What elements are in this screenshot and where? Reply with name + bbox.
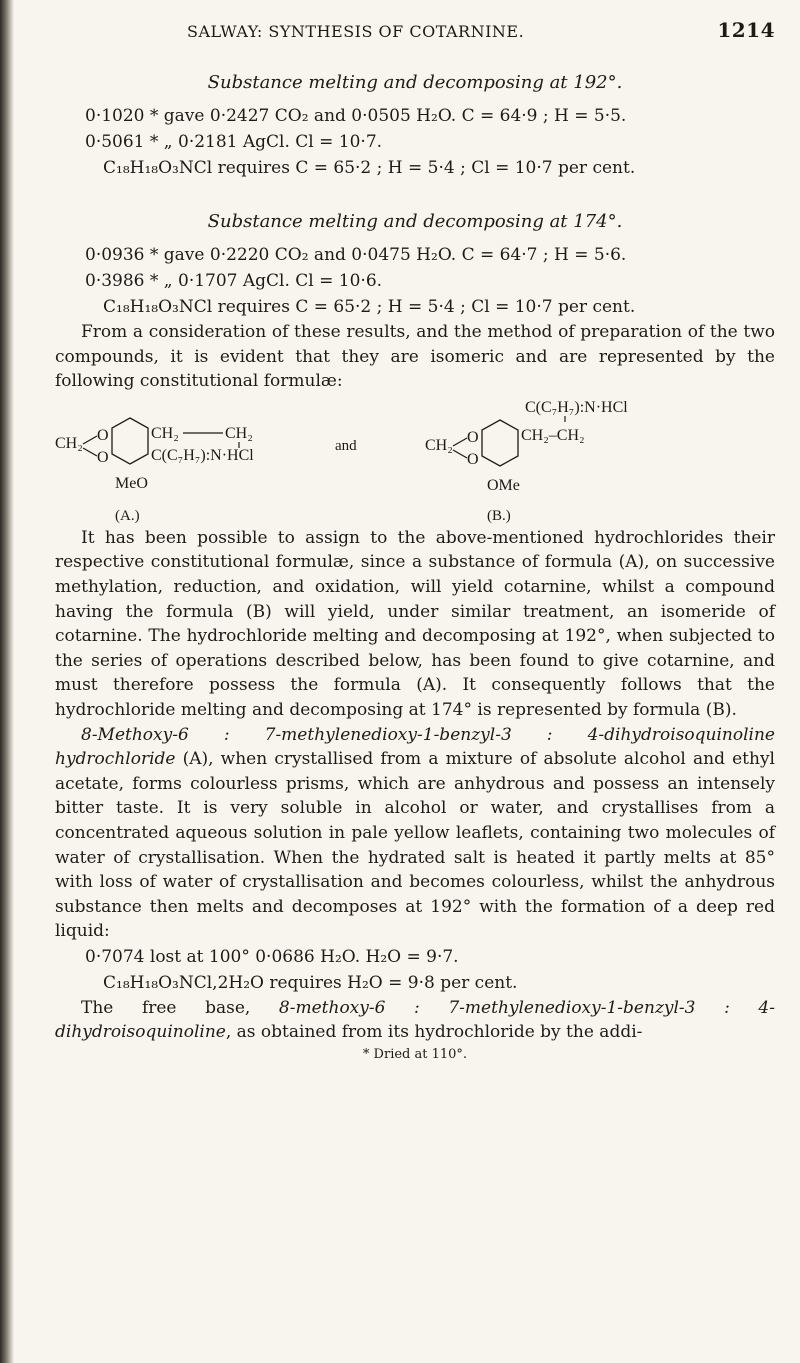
- analysis-line: C₁₈H₁₈O₃NCl requires C = 65·2 ; H = 5·4 ; Cl = 10·7 per cent.: [103, 158, 636, 178]
- formula-a-label: (A.): [115, 507, 140, 524]
- formula-b-o-top: O: [467, 428, 479, 446]
- paragraph-hydrochloride-text: (A), when crystallised from a mixture of absolute alcohol and ethyl acetate, forms colourless prisms, which are anhydrous and possess an intensely bitter taste. It is very soluble in alcohol or water, and crystallises from a concentrated aqueous solution in pale yellow leaflets, containing two molecules of water of crystallisation. When the hydrated salt is heated it partly melts at 85° with loss of water of crystallisation and becomes colourless, whilst the anhydrous substance then melts and decomposes at 192° with the formation of a deep red liquid:: [55, 749, 775, 942]
- bond: [83, 448, 97, 456]
- formula-a-bottom-group: C(C₇H₇):N·HCl: [151, 446, 254, 464]
- benzene-ring-a: [112, 418, 148, 464]
- analysis-line: 0·0936 * gave 0·2220 CO₂ and 0·0475 H₂O. C = 64·7 ; H = 5·6.: [85, 245, 627, 265]
- paragraph-hydrochloride: [55, 723, 775, 944]
- formula-a-ch2-right: CH₂: [225, 424, 253, 442]
- footnote: * Dried at 110°.: [362, 1047, 468, 1063]
- analysis-line: C₁₈H₁₈O₃NCl,2H₂O requires H₂O = 9·8 per cent.: [103, 972, 518, 993]
- benzene-ring-b: [482, 420, 518, 466]
- paragraph-isomeric-text: From a consideration of these results, and the method of preparation of the two compounds, it is evident that they are isomeric and are represented by the following constitutional formulæ:: [55, 322, 775, 392]
- formula-a-left-group: CH₂: [55, 434, 83, 452]
- bond: [453, 450, 467, 458]
- structural-formulae: [55, 396, 775, 526]
- running-header: [55, 18, 775, 52]
- free-base-name: 8-methoxy-6 : 7-methylenedioxy-1-benzyl-3 : 4-dihydroisoquinoline: [55, 997, 775, 1043]
- formula-b-o-bottom: O: [467, 450, 479, 468]
- formulae-diagram: [55, 396, 775, 526]
- paragraph-isomeric: [55, 320, 775, 394]
- section1-heading: Substance melting and decomposing at 192°.: [207, 72, 623, 93]
- formula-a: [55, 418, 254, 524]
- formula-a-o-top: O: [97, 426, 109, 444]
- page: [55, 18, 775, 1062]
- formula-connector: and: [335, 437, 357, 454]
- analysis-line: 0·5061 * „ 0·2181 AgCl. Cl = 10·7.: [85, 132, 383, 152]
- formula-b-substituent: OMe: [487, 476, 520, 494]
- formula-b-label: (B.): [487, 507, 511, 524]
- analysis-line: 0·1020 * gave 0·2427 CO₂ and 0·0505 H₂O. C = 64·9 ; H = 5·5.: [85, 106, 627, 126]
- bond: [83, 436, 97, 444]
- compound-name: 8-Methoxy-6 : 7-methylenedioxy-1-benzyl-3 : 4-dihydroisoquinoline hydrochloride: [55, 724, 775, 770]
- paragraph-free-base: [55, 996, 775, 1045]
- formula-b-top-group: C(C₇H₇):N·HCl: [525, 398, 628, 416]
- formula-b-left-group: CH₂: [425, 436, 453, 454]
- formula-a-o-bottom: O: [97, 448, 109, 466]
- analysis-line: 0·3986 * „ 0·1707 AgCl. Cl = 10·6.: [85, 271, 383, 291]
- analysis-line: 0·7074 lost at 100° 0·0686 H₂O. H₂O = 9·7.: [85, 946, 459, 967]
- formula-a-substituent: MeO: [115, 474, 148, 492]
- bond: [453, 438, 467, 446]
- formula-b: [425, 399, 628, 524]
- analysis-line: C₁₈H₁₈O₃NCl requires C = 65·2 ; H = 5·4 ; Cl = 10·7 per cent.: [103, 297, 636, 317]
- paragraph-assignment-text: It has been possible to assign to the above-mentioned hydrochlorides their respective constitutional formulæ, since a substance of formula (A), on successive methylation, reduction, and oxidation, will yield cotarnine, whilst a compound having the formula (B) will yield, under similar treatment, an isomeride of cotarnine. The hydrochloride melting and decomposing at 192°, when subjected to the series of operations described below, has been found to give cotarnine, and must therefore possess the formula (A). It consequently follows that the hydrochloride melting and decomposing at 174° is represented by formula (B).: [55, 527, 775, 720]
- formula-b-chain: CH₂–CH₂: [521, 426, 585, 444]
- section2-heading: Substance melting and decomposing at 174°.: [207, 211, 623, 232]
- page-number: 1214: [717, 18, 775, 42]
- free-base-lead: The free base,: [81, 997, 279, 1018]
- free-base-tail: , as obtained from its hydrochloride by the addi-: [225, 1022, 643, 1043]
- page-binding-edge: [0, 0, 14, 1363]
- formula-a-ch2-top: CH₂: [151, 424, 179, 442]
- paragraph-assignment: [55, 526, 775, 723]
- running-title: SALWAY: SYNTHESIS OF COTARNINE.: [187, 22, 525, 41]
